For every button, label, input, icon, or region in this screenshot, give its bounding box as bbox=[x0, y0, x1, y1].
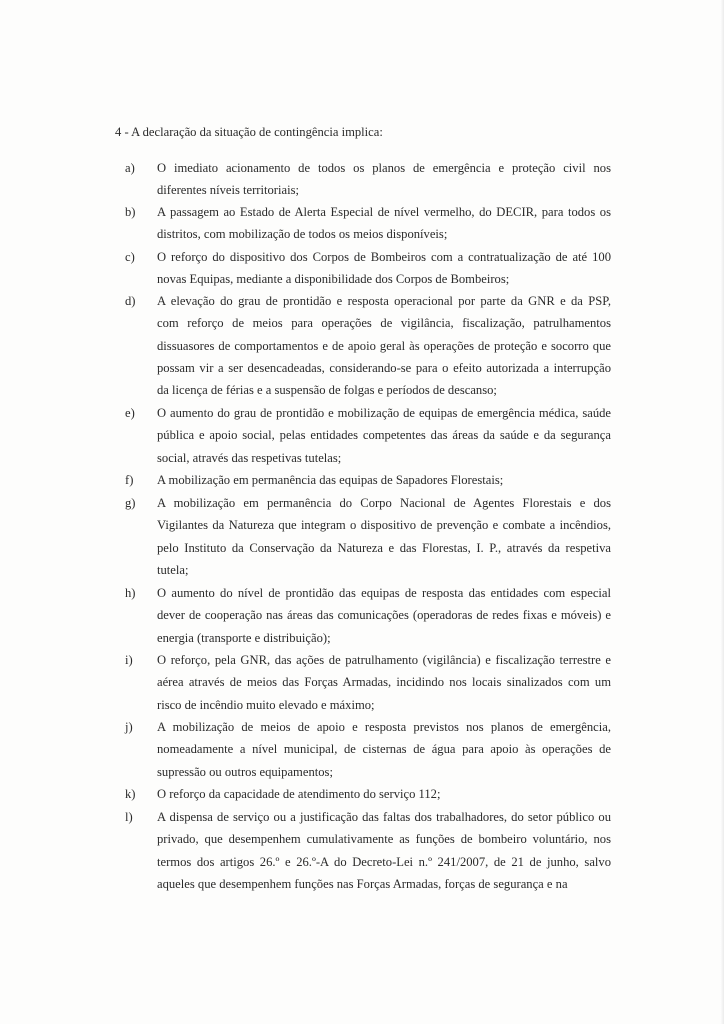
text-line: A mobilização em permanência do Corpo Nacional de Agentes Florestais e dos bbox=[157, 496, 611, 510]
list-item bbox=[125, 492, 611, 581]
list-item bbox=[125, 469, 611, 491]
list-item-letter: h) bbox=[125, 586, 136, 600]
list-item bbox=[125, 806, 611, 895]
text-line: O reforço da capacidade de atendimento do serviço 112; bbox=[157, 787, 441, 801]
text-line: O reforço do dispositivo dos Corpos de Bombeiros com a contratualização de até 100 bbox=[157, 250, 611, 264]
list-item-letter: k) bbox=[125, 787, 136, 801]
list-item-letter: e) bbox=[125, 406, 135, 420]
text-line: da licença de férias e a suspensão de folgas e períodos de descanso; bbox=[157, 383, 497, 398]
list-item-letter: j) bbox=[125, 720, 133, 734]
text-line: diferentes níveis territoriais; bbox=[157, 183, 299, 198]
list-item-letter: c) bbox=[125, 250, 135, 264]
list-item-text bbox=[157, 157, 611, 202]
text-line: tutela; bbox=[157, 562, 189, 577]
list-item-text bbox=[157, 402, 611, 469]
list-item bbox=[125, 716, 611, 783]
list-item-text bbox=[157, 783, 611, 805]
text-line: Vigilantes da Natureza que integram o dispositivo de prevenção e combate a incêndios, bbox=[157, 518, 611, 533]
text-line: A elevação do grau de prontidão e resposta operacional por parte da GNR e da PSP, bbox=[157, 294, 611, 308]
page-edge-shadow bbox=[720, 0, 724, 1024]
text-line: aqueles que desempenhem funções nas Forças Armadas, forças de segurança e na bbox=[157, 876, 568, 891]
text-line: O aumento do nível de prontidão das equipas de resposta das entidades com especial bbox=[157, 586, 611, 600]
list-item-letter: f) bbox=[125, 473, 134, 487]
list-item-letter: l) bbox=[125, 810, 133, 824]
list-item-letter: i) bbox=[125, 653, 133, 667]
text-line: dever de cooperação nas áreas das comunicações (operadoras de redes fixas e móveis) e bbox=[157, 608, 611, 623]
text-line: possam vir a ser desencadeadas, considerando-se para o efeito autorizada a interrupção bbox=[157, 360, 611, 375]
text-line: O imediato acionamento de todos os planos de emergência e proteção civil nos bbox=[157, 161, 611, 175]
list-item-letter: b) bbox=[125, 205, 136, 219]
text-line: aérea através de meios das Forças Armadas, incidindo nos locais sinalizados com um bbox=[157, 675, 611, 690]
list-item-letter: d) bbox=[125, 294, 136, 308]
list-item-text bbox=[157, 649, 611, 716]
text-line: pública e apoio social, pelas entidades competentes das áreas da saúde e da segurança bbox=[157, 428, 611, 443]
text-line: nomeadamente a nível municipal, de cisternas de água para apoio às operações de bbox=[157, 742, 611, 757]
list-item bbox=[125, 649, 611, 716]
list-item bbox=[125, 157, 611, 202]
list-item bbox=[125, 290, 611, 401]
text-line: termos dos artigos 26.º e 26.º-A do Decreto-Lei n.º 241/2007, de 21 de junho, salvo bbox=[157, 854, 611, 869]
list-item-text bbox=[157, 582, 611, 649]
list-item-text bbox=[157, 290, 611, 401]
list-item-letter: g) bbox=[125, 496, 136, 510]
text-line: supressão ou outros equipamentos; bbox=[157, 764, 333, 779]
text-line: A mobilização em permanência das equipas de Sapadores Florestais; bbox=[157, 473, 504, 487]
list-item-text bbox=[157, 806, 611, 895]
text-line: energia (transporte e distribuição); bbox=[157, 630, 331, 645]
text-line: distritos, com mobilização de todos os meios disponíveis; bbox=[157, 227, 448, 242]
list-item-text bbox=[157, 716, 611, 783]
list-item-letter: a) bbox=[125, 161, 135, 175]
text-line: privado, que desempenhem cumulativamente as funções de bombeiro voluntário, nos bbox=[157, 832, 611, 847]
text-line: social, através das respetivas tutelas; bbox=[157, 450, 342, 465]
text-line: pelo Instituto da Conservação da Natureza e das Florestas, I. P., através da respetiva bbox=[157, 540, 611, 555]
list-item-text bbox=[157, 201, 611, 246]
list-item bbox=[125, 783, 611, 805]
list-item bbox=[125, 582, 611, 649]
list-item bbox=[125, 246, 611, 291]
list-item-text bbox=[157, 469, 611, 491]
text-line: com reforço de meios para operações de vigilância, fiscalização, patrulhamentos bbox=[157, 316, 611, 331]
text-line: A mobilização de meios de apoio e resposta previstos nos planos de emergência, bbox=[157, 720, 611, 734]
section-heading: 4 - A declaração da situação de contingência implica: bbox=[115, 125, 383, 139]
text-line: A passagem ao Estado de Alerta Especial de nível vermelho, do DECIR, para todos os bbox=[157, 205, 611, 219]
text-line: O aumento do grau de prontidão e mobilização de equipas de emergência médica, saúde bbox=[157, 406, 611, 420]
text-line: dissuasores de comportamentos e de apoio geral às operações de proteção e socorro que bbox=[157, 338, 611, 353]
text-line: O reforço, pela GNR, das ações de patrulhamento (vigilância) e fiscalização terrestre e bbox=[157, 653, 611, 667]
text-line: risco de incêndio muito elevado e máximo; bbox=[157, 697, 375, 712]
text-line: novas Equipas, mediante a disponibilidade dos Corpos de Bombeiros; bbox=[157, 272, 510, 287]
list-item-text bbox=[157, 246, 611, 291]
list-item-text bbox=[157, 492, 611, 581]
list-item bbox=[125, 201, 611, 246]
list-item bbox=[125, 402, 611, 469]
text-line: A dispensa de serviço ou a justificação das faltas dos trabalhadores, do setor público ou bbox=[157, 810, 611, 824]
